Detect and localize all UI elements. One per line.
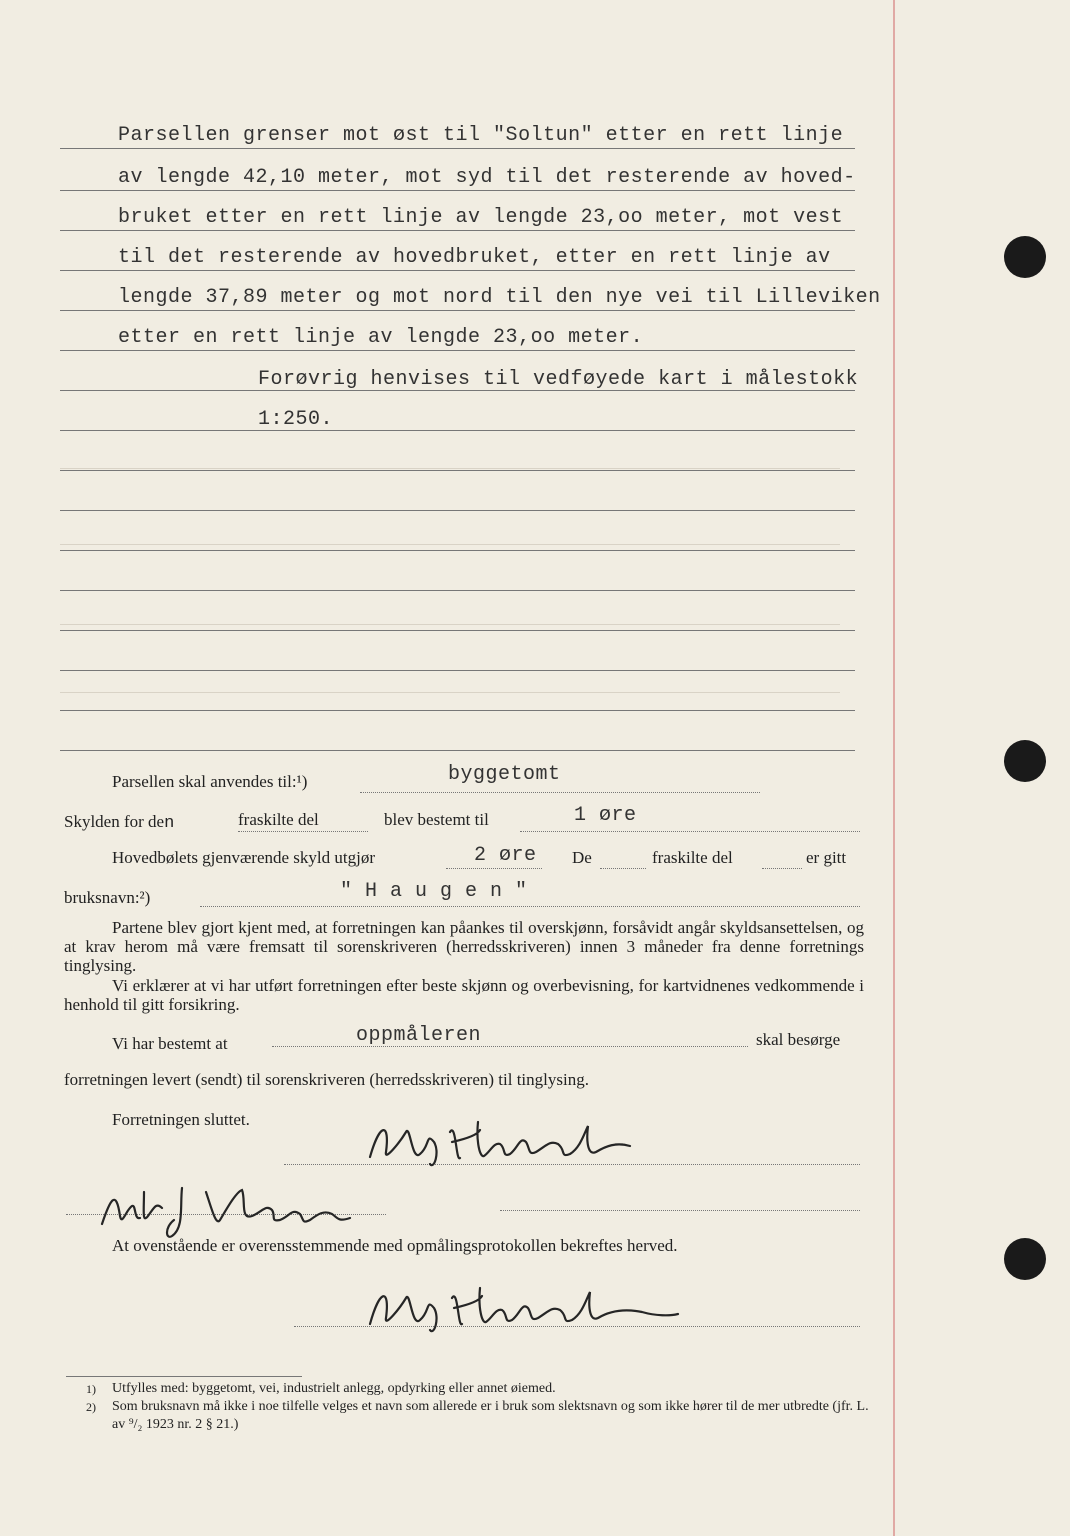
use-label: Parsellen skal anvendes til:¹) bbox=[112, 772, 308, 791]
punch-hole bbox=[1004, 236, 1046, 278]
ruled-line bbox=[60, 470, 855, 471]
ruled-line bbox=[60, 148, 855, 149]
tax-value: 1 øre bbox=[574, 804, 637, 827]
name-field-line bbox=[200, 906, 860, 907]
typed-line: etter en rett linje av lengde 23,oo meter. bbox=[118, 326, 644, 349]
bleed-through bbox=[60, 468, 840, 469]
decide-value: oppmåleren bbox=[356, 1024, 482, 1047]
footnote-2-mark: 2) bbox=[86, 1400, 96, 1414]
signature-line bbox=[500, 1210, 860, 1211]
ruled-line bbox=[60, 270, 855, 271]
tax-label-text: Skylden for de bbox=[64, 812, 165, 831]
footnote-rule bbox=[66, 1376, 302, 1377]
ruled-line bbox=[60, 310, 855, 311]
confirm-text: At ovenstående er overensstemmende med opmålingsprotokollen bekreftes herved. bbox=[112, 1236, 678, 1255]
typed-line: Parsellen grenser mot øst til "Soltun" etter en rett linje bbox=[118, 124, 844, 147]
ruled-line bbox=[60, 510, 855, 511]
punch-hole bbox=[1004, 1238, 1046, 1280]
margin-line bbox=[893, 0, 895, 1536]
ruled-line bbox=[60, 750, 855, 751]
ruled-line bbox=[60, 230, 855, 231]
name-label: bruksnavn:²) bbox=[64, 888, 151, 907]
signature-1-text: Alf Hørtmark bbox=[360, 1112, 366, 1113]
footnote-1: Utfylles med: byggetomt, vei, industrielt anlegg, opdyrking eller annet øiemed. bbox=[112, 1381, 556, 1396]
ruled-line bbox=[60, 350, 855, 351]
name-value: " H a u g e n " bbox=[340, 880, 528, 903]
use-field-line bbox=[360, 792, 760, 793]
typed-line: bruket etter en rett linje av lengde 23,oo meter, mot vest bbox=[118, 206, 844, 229]
decide-label: Vi har bestemt at bbox=[112, 1034, 228, 1053]
ruled-line bbox=[60, 190, 855, 191]
ruled-line bbox=[60, 670, 855, 671]
use-value: byggetomt bbox=[448, 763, 561, 786]
tax-label bbox=[64, 812, 174, 833]
tax-label-n: n bbox=[164, 814, 175, 833]
typed-line: 1:250. bbox=[258, 408, 334, 431]
bleed-through bbox=[60, 692, 840, 693]
footnote-2: Som bruksnavn må ikke i noe tilfelle velges et navn som allerede er i bruk som slektsnavn og som ikke hører til de mer utbredte (jfr. L. av ⁹/₂ 1923 nr. 2 § 21.) bbox=[112, 1399, 869, 1432]
typed-line: Forøvrig henvises til vedføyede kart i målestokk bbox=[258, 368, 859, 391]
main-value: 2 øre bbox=[474, 844, 537, 867]
main-del-line bbox=[762, 868, 802, 869]
ruled-line bbox=[60, 550, 855, 551]
ruled-line bbox=[60, 590, 855, 591]
punch-hole bbox=[1004, 740, 1046, 782]
typed-line: til det resterende av hovedbruket, etter en rett linje av bbox=[118, 246, 831, 269]
tax-value-line bbox=[520, 831, 860, 832]
appeal-paragraph: Partene blev gjort kjent med, at forretningen kan påankes til overskjønn, forsåvidt angår skyldsansettelsen, og at krav herom må være fremsatt til sorenskriveren (herredsskriveren) innen 3 måneder fra denne forretnings tinglysing. bbox=[64, 918, 864, 975]
main-label: Hovedbølets gjenværende skyld utgjør bbox=[112, 848, 375, 867]
signature-3 bbox=[360, 1276, 680, 1336]
ruled-line bbox=[60, 710, 855, 711]
bleed-through bbox=[60, 544, 840, 545]
footnote-1-mark: 1) bbox=[86, 1382, 96, 1396]
bleed-through bbox=[60, 624, 840, 625]
signature-1 bbox=[360, 1112, 660, 1172]
ruled-line bbox=[60, 630, 855, 631]
tax-field-line bbox=[238, 831, 368, 832]
ruled-line bbox=[60, 430, 855, 431]
tax-label-2: fraskilte del bbox=[238, 810, 319, 829]
declare-paragraph: Vi erklærer at vi har utført forretningen efter beste skjønn og overbevisning, for kartvidnenes vedkommende i henhold til gitt forsikring. bbox=[64, 976, 864, 1014]
main-de-line bbox=[600, 868, 646, 869]
main-label-3: fraskilte del bbox=[652, 848, 733, 867]
signature-2 bbox=[96, 1180, 396, 1240]
decide-field-line bbox=[272, 1046, 748, 1047]
closed-text: Forretningen sluttet. bbox=[112, 1110, 250, 1129]
main-label-2: De bbox=[572, 848, 592, 867]
main-label-4: er gitt bbox=[806, 848, 847, 867]
main-field-line bbox=[446, 868, 542, 869]
typed-line: av lengde 42,10 meter, mot syd til det resterende av hoved- bbox=[118, 166, 856, 189]
tax-label-3: blev bestemt til bbox=[384, 810, 489, 829]
typed-line: lengde 37,89 meter og mot nord til den nye vei til Lilleviken bbox=[118, 286, 881, 309]
deliver-text: forretningen levert (sendt) til sorenskriveren (herredsskriveren) til tinglysing. bbox=[64, 1070, 589, 1089]
signature-2-text: Arth. J. Nesem bbox=[96, 1180, 102, 1181]
decide-label-2: skal besørge bbox=[756, 1030, 841, 1049]
signature-3-text: Alf Hørtmark bbox=[360, 1276, 366, 1277]
